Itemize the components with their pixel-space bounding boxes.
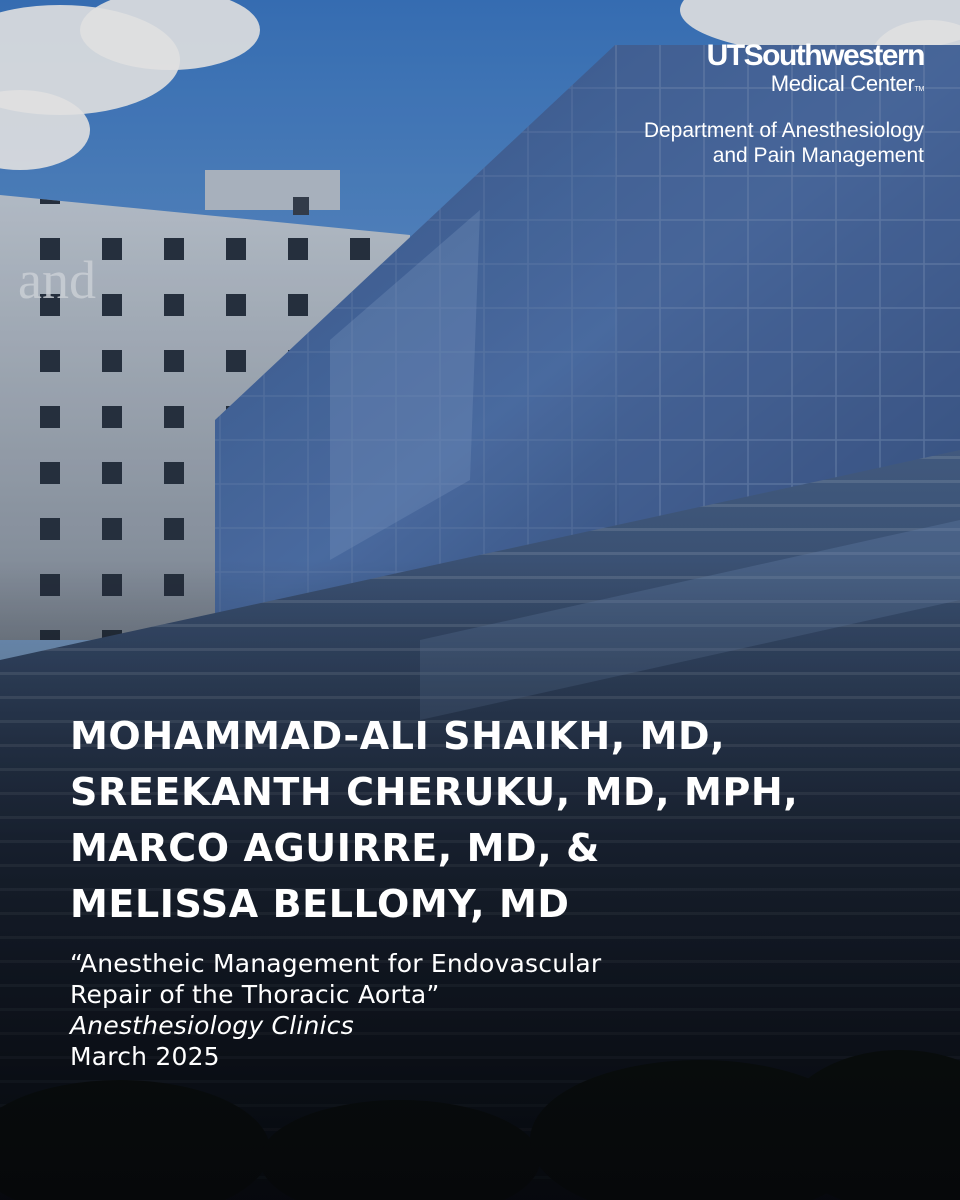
journal-name: Anesthesiology Clinics (70, 1011, 354, 1040)
logo-brand: UTSouthwestern (706, 39, 924, 72)
author-list (70, 708, 930, 932)
citation (70, 948, 930, 1072)
publication-info (70, 708, 930, 1072)
building-sign-text: and (18, 250, 96, 310)
publication-date: March 2025 (70, 1042, 220, 1071)
logo-trademark: TM (914, 86, 924, 93)
logo-subtitle (644, 72, 924, 102)
ut-southwestern-logo (644, 40, 924, 168)
article-title-line-1: “Anestheic Management for Endovascular (70, 949, 602, 978)
department-name (644, 118, 924, 168)
author-line: SREEKANTH CHERUKU, MD, MPH, (70, 770, 799, 814)
author-line: MELISSA BELLOMY, MD (70, 882, 570, 926)
department-line-2: and Pain Management (712, 144, 924, 167)
logo-sub-text: Medical Center (770, 71, 915, 96)
department-line-1: Department of Anesthesiology (643, 119, 924, 142)
author-line: MARCO AGUIRRE, MD, & (70, 826, 600, 870)
article-title-line-2: Repair of the Thoracic Aorta” (70, 980, 440, 1009)
author-line: MOHAMMAD-ALI SHAIKH, MD, (70, 714, 726, 758)
